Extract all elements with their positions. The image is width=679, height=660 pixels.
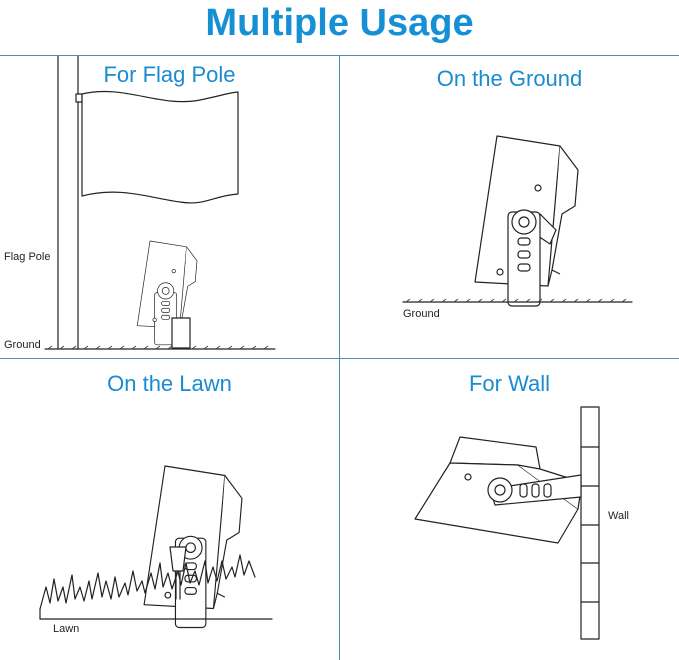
panel-for-wall [340, 359, 679, 660]
flag-pole-illustration [0, 56, 339, 358]
floodlight-icon [144, 466, 242, 628]
on-ground-illustration [340, 56, 679, 358]
panel-title-flag-pole: For Flag Pole [103, 62, 236, 87]
ground-label: Ground [403, 308, 440, 320]
panel-title-for-wall: For Wall [468, 371, 551, 396]
lawn-label: Lawn [53, 623, 80, 635]
panel-flag-pole [0, 56, 339, 358]
panel-on-ground [340, 56, 679, 358]
wall-label: Wall [608, 510, 629, 522]
panel-on-lawn [0, 359, 339, 660]
panel-title-on-ground: On the Ground [436, 66, 583, 91]
flag-pole-label: Flag Pole [4, 251, 51, 263]
page-title: Multiple Usage [205, 2, 474, 44]
floodlight-icon [475, 136, 578, 306]
panel-title-on-lawn: On the Lawn [107, 371, 232, 396]
ground-label-flag-pole: Ground [4, 339, 41, 351]
on-lawn-illustration [0, 359, 339, 660]
